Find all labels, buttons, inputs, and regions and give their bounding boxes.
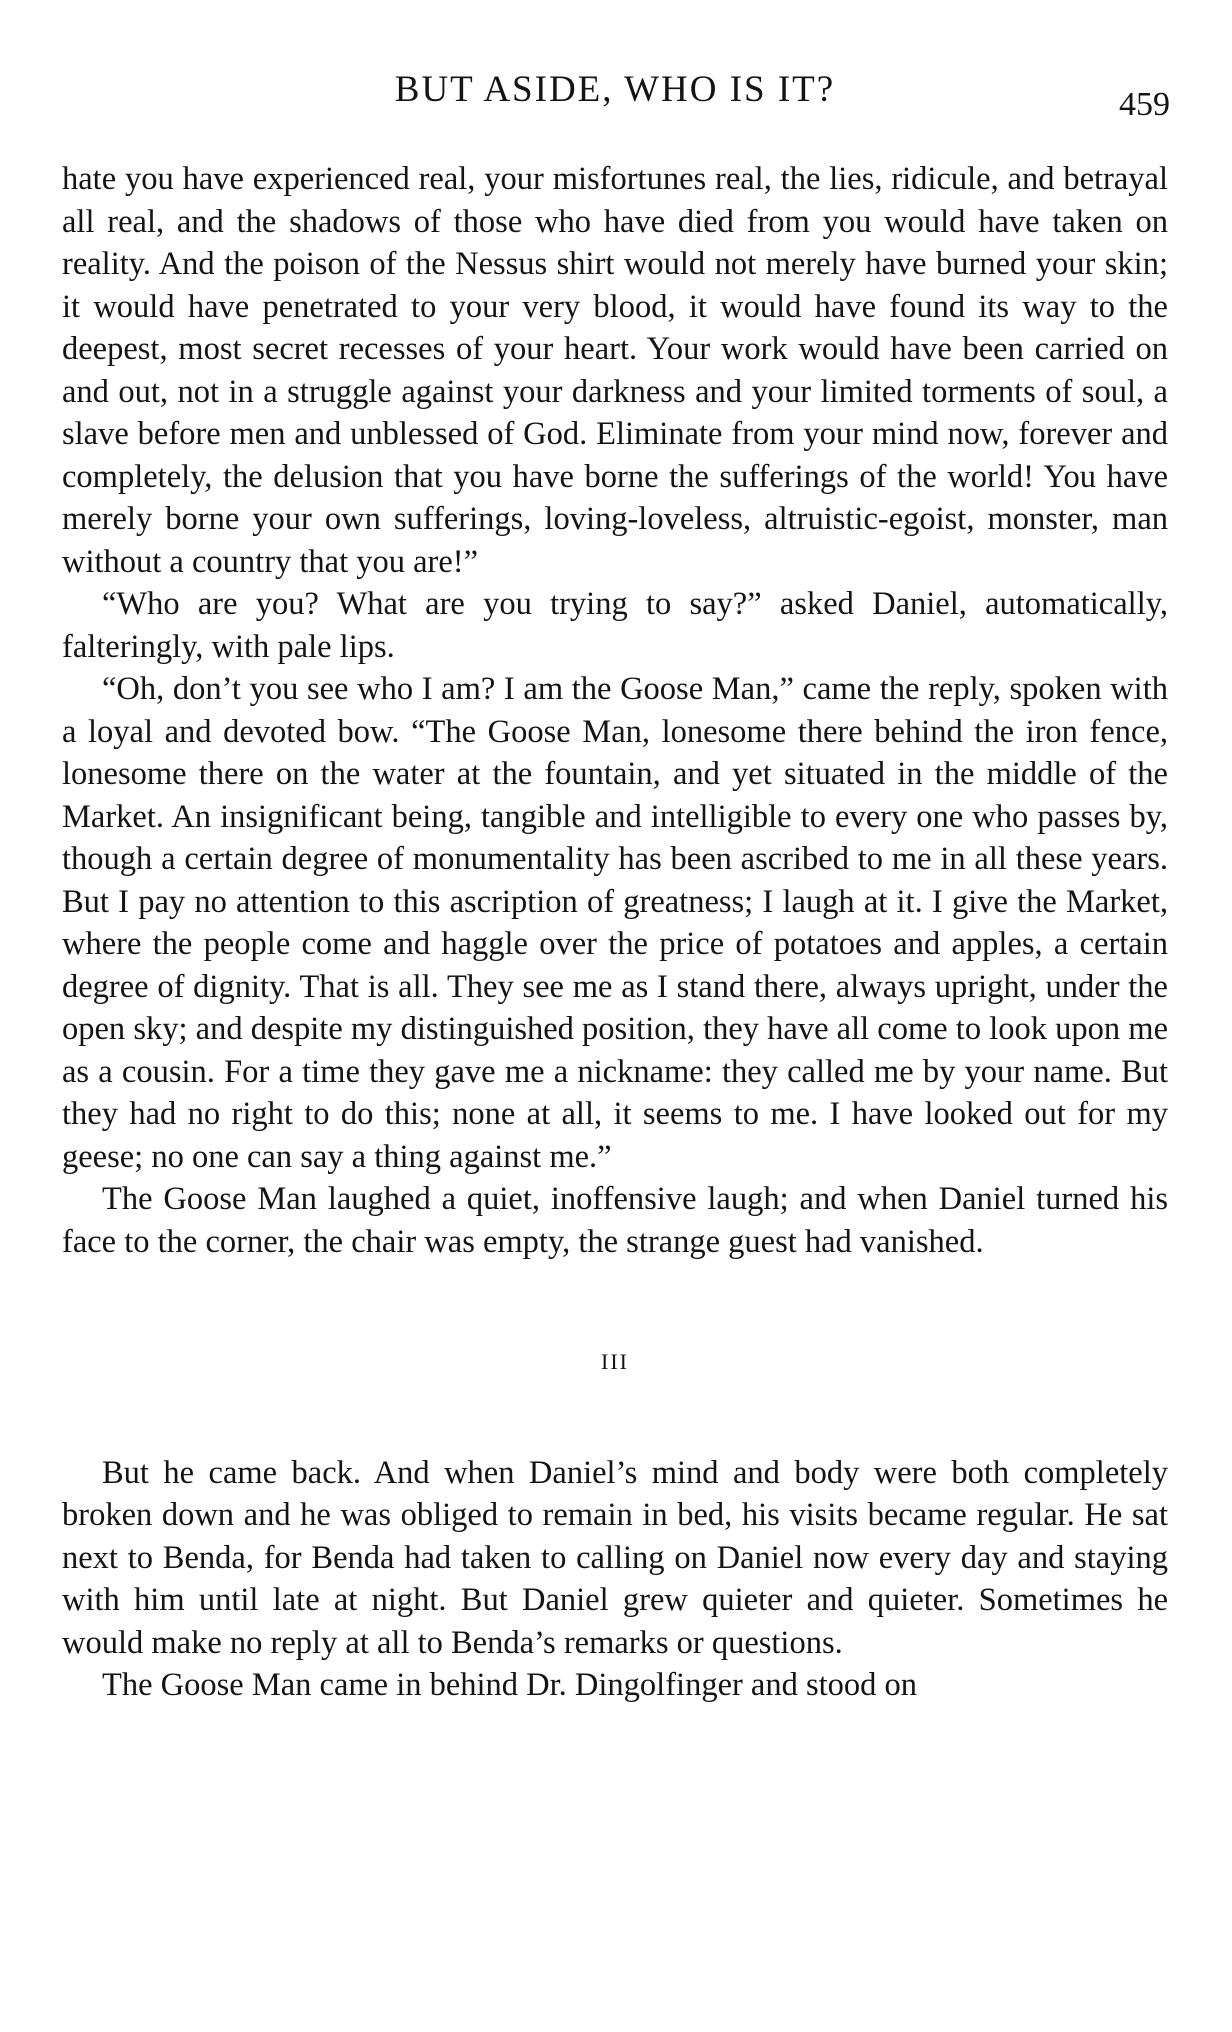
page-header: [60, 68, 1170, 128]
page-number: 459: [1119, 86, 1170, 123]
running-head: BUT ASIDE, WHO IS IT?: [394, 69, 836, 110]
body-text: [62, 158, 1168, 1707]
section-number: III: [601, 1349, 629, 1374]
paragraph: hate you have experienced real, your misfortunes real, the lies, ridicule, and betrayal all real, and the shadows of those who have died from you would have taken on reality. And the poison of the Nessus shirt would not merely have burned your skin; it would have penetrated to your very blood, it would have found its way to the deepest, most secret recesses of your heart. Your work would have been carried on and out, not in a struggle against your darkness and your limited torments of soul, a slave before men and unblessed of God. Eliminate from your mind now, forever and completely, the delusion that you have borne the sufferings of the world! You have merely borne your own sufferings, loving-loveless, altruistic-egoist, monster, man without a country that you are!”: [62, 161, 1168, 580]
paragraph: The Goose Man laughed a quiet, inoffensive laugh; and when Daniel turned his face to the corner, the chair was empty, the strange guest had vanished.: [62, 1181, 1168, 1260]
paragraph: “Oh, don’t you see who I am? I am the Goose Man,” came the reply, spoken with a loyal and devoted bow. “The Goose Man, lonesome there behind the iron fence, lonesome there on the water at the fountain, and yet situated in the middle of the Market. An insignificant being, tangible and intelligible to every one who passes by, though a certain degree of monumentality has been ascribed to me in all these years. But I pay no attention to this ascription of greatness; I laugh at it. I give the Market, where the people come and haggle over the price of potatoes and apples, a certain degree of dignity. That is all. They see me as I stand there, always upright, under the open sky; and despite my distinguished position, they have all come to look upon me as a cousin. For a time they gave me a nickname: they called me by your name. But they had no right to do this; none at all, it seems to me. I have looked out for my geese; no one can say a thing against me.”: [62, 671, 1168, 1175]
paragraph: The Goose Man came in behind Dr. Dingolfinger and stood on: [102, 1667, 918, 1703]
paragraph: “Who are you? What are you trying to say?” asked Daniel, automatically, falteringly, with pale lips.: [62, 586, 1168, 665]
paragraph: But he came back. And when Daniel’s mind and body were both completely broken down and he was obliged to remain in bed, his visits became regular. He sat next to Benda, for Benda had taken to calling on Daniel now every day and staying with him until late at night. But Daniel grew quieter and quieter. Sometimes he would make no reply at all to Benda’s remarks or questions.: [62, 1454, 1168, 1661]
